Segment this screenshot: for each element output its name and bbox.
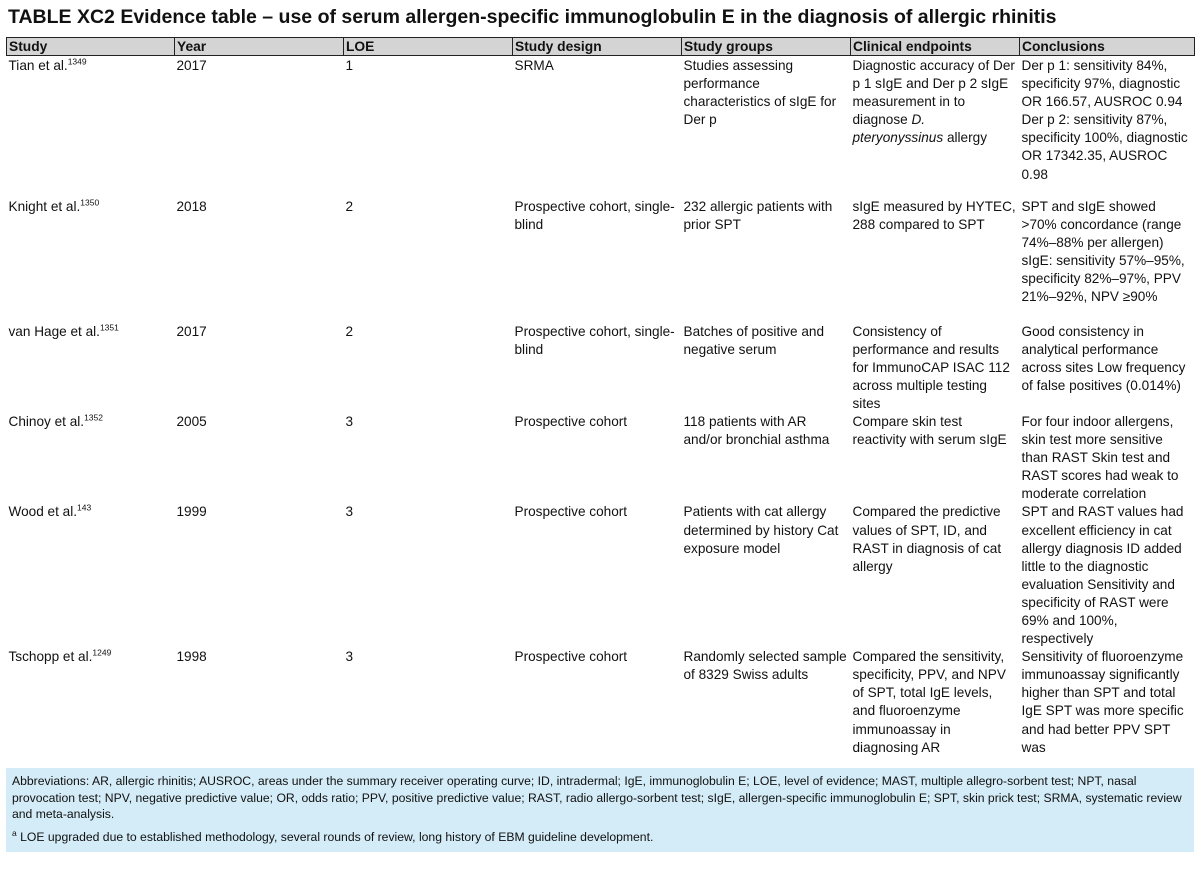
groups-cell: Studies assessing performance characteristics of sIgE for Der p <box>683 58 837 128</box>
endpoints-cell: sIgE measured by HYTEC, 288 compared to SPT <box>852 198 1016 232</box>
endpoints-cell: Compare skin test reactivity with serum sIgE <box>852 413 1007 448</box>
study-name: Wood et al. <box>8 504 78 520</box>
reference-number: 143 <box>77 502 92 513</box>
year-cell: 2005 <box>176 413 207 429</box>
conclusions-cell: Good consistency in analytical performance across sites Low frequency of false positives (0.014%) <box>1021 323 1186 393</box>
reference-number: 1352 <box>84 412 103 423</box>
species-name: D. pteryonyssinus <box>852 112 944 146</box>
loe-cell: 2 <box>345 323 354 339</box>
header-clinical-endpoints: Clinical endpoints <box>851 38 1020 56</box>
groups-cell: Randomly selected sample of 8329 Swiss adults <box>683 649 847 683</box>
groups-cell: 118 patients with AR and/or bronchial asthma <box>683 413 830 448</box>
header-conclusions: Conclusions <box>1020 38 1195 56</box>
year-cell: 2018 <box>176 198 207 214</box>
design-cell: Prospective cohort <box>514 413 628 429</box>
study-cell <box>7 56 175 198</box>
study-name: Tian et al. <box>8 58 68 73</box>
year-cell: 2017 <box>176 58 207 73</box>
endpoints-cell: Consistency of performance and results for ImmunoCAP ISAC 112 across multiple testing sites <box>852 323 1010 411</box>
conclusions-cell: SPT and RAST values had excellent efficiency in cat allergy diagnosis ID added little to the diagnostic evaluation Sensitivity and specificity of RAST were 69% and 100%, respectively <box>1021 504 1184 647</box>
table-row <box>7 413 1195 503</box>
header-study-groups: Study groups <box>682 38 851 56</box>
conclusions-cell: SPT and sIgE showed >70% concordance (range 74%–88% per allergen) sIgE: sensitivity 57%–95%, specificity 82%–97%, PPV 21%–92%, NPV ≥90% <box>1021 198 1185 304</box>
study-cell <box>7 648 175 763</box>
reference-number: 1350 <box>80 196 100 207</box>
footnote-marker: a <box>12 827 17 838</box>
year-cell: 2017 <box>176 323 207 339</box>
study-name: van Hage et al. <box>8 323 100 339</box>
year-cell: 1999 <box>176 504 207 520</box>
conclusions-cell: Der p 1: sensitivity 84%, specificity 97%, diagnostic OR 166.57, AUSROC 0.94 Der p 2: sensitivity 87%, specificity 100%, diagnostic OR 17342.35, AUSROC 0.98 <box>1021 58 1188 182</box>
loe-cell: 1 <box>345 58 354 73</box>
year-cell: 1998 <box>176 649 207 665</box>
groups-cell: Patients with cat allergy determined by history Cat exposure model <box>683 504 839 556</box>
table-row <box>7 648 1195 763</box>
header-loe: LOE <box>344 38 513 56</box>
reference-number: 1349 <box>67 56 87 67</box>
table-row <box>7 503 1195 648</box>
loe-cell: 3 <box>345 413 354 429</box>
endpoints-text-end: allergy <box>943 130 987 146</box>
table-row <box>7 323 1195 413</box>
header-year: Year <box>175 38 344 56</box>
endpoints-text: Diagnostic accuracy of Der p 1 sIgE and Der p 2 sIgE measurement in to diagnose <box>852 58 1015 128</box>
study-cell <box>7 503 175 648</box>
study-cell <box>7 413 175 503</box>
design-cell: Prospective cohort, single-blind <box>514 198 675 232</box>
loe-cell: 3 <box>345 504 354 520</box>
loe-cell: 2 <box>345 198 354 214</box>
evidence-table <box>6 37 1195 763</box>
design-cell: Prospective cohort <box>514 649 628 665</box>
loe-cell: 3 <box>345 649 354 665</box>
design-cell: SRMA <box>514 58 554 73</box>
table-footnotes <box>6 768 1194 852</box>
header-study-design: Study design <box>513 38 682 56</box>
table-row <box>7 56 1195 198</box>
study-cell <box>7 198 175 323</box>
reference-number: 1249 <box>92 647 112 658</box>
table-title: TABLE XC2 Evidence table – use of serum allergen‐specific immunoglobulin E in the diagnosis of allergic rhinitis <box>8 6 1057 28</box>
loe-footnote <box>12 829 1188 846</box>
endpoints-cell: Compared the predictive values of SPT, ID, and RAST in diagnosis of cat allergy <box>852 504 1002 574</box>
design-cell: Prospective cohort, single-blind <box>514 323 675 357</box>
study-name: Knight et al. <box>8 198 81 214</box>
endpoints-cell <box>851 56 1020 198</box>
header-study: Study <box>7 38 175 56</box>
study-name: Tschopp et al. <box>8 649 93 665</box>
groups-cell: 232 allergic patients with prior SPT <box>683 198 833 232</box>
table-header-row <box>7 38 1195 56</box>
table-row <box>7 198 1195 323</box>
conclusions-cell: For four indoor allergens, skin test more sensitive than RAST Skin test and RAST scores had weak to moderate correlation <box>1021 413 1179 502</box>
footnote-text: LOE upgraded due to established methodology, several rounds of review, long history of EBM guideline development. <box>16 829 654 844</box>
study-cell <box>7 323 175 413</box>
design-cell: Prospective cohort <box>514 504 628 520</box>
endpoints-cell: Compared the sensitivity, specificity, PPV, and NPV of SPT, total IgE levels, and fluoroenzyme immunoassay in diagnosing AR <box>852 649 1006 755</box>
conclusions-cell: Sensitivity of fluoroenzyme immunoassay significantly higher than SPT and total IgE SPT was more specific and had better PPV SPT was <box>1021 649 1184 755</box>
abbreviations-note: Abbreviations: AR, allergic rhinitis; AUSROC, areas under the summary receiver operating curve; ID, intradermal; IgE, immunoglobulin E; LOE, level of evidence; MAST, multiple allegro-sorbent test; NPT, nasal provocation test; NPV, negative predictive value; OR, odds ratio; PPV, positive predictive value; RAST, radio allergo-sorbent test; sIgE, allergen-specific immunoglobulin E; SPT, skin prick test; SRMA, systematic review and meta-analysis. <box>12 774 1182 821</box>
study-name: Chinoy et al. <box>8 413 85 429</box>
reference-number: 1351 <box>99 321 119 332</box>
groups-cell: Batches of positive and negative serum <box>683 323 825 357</box>
